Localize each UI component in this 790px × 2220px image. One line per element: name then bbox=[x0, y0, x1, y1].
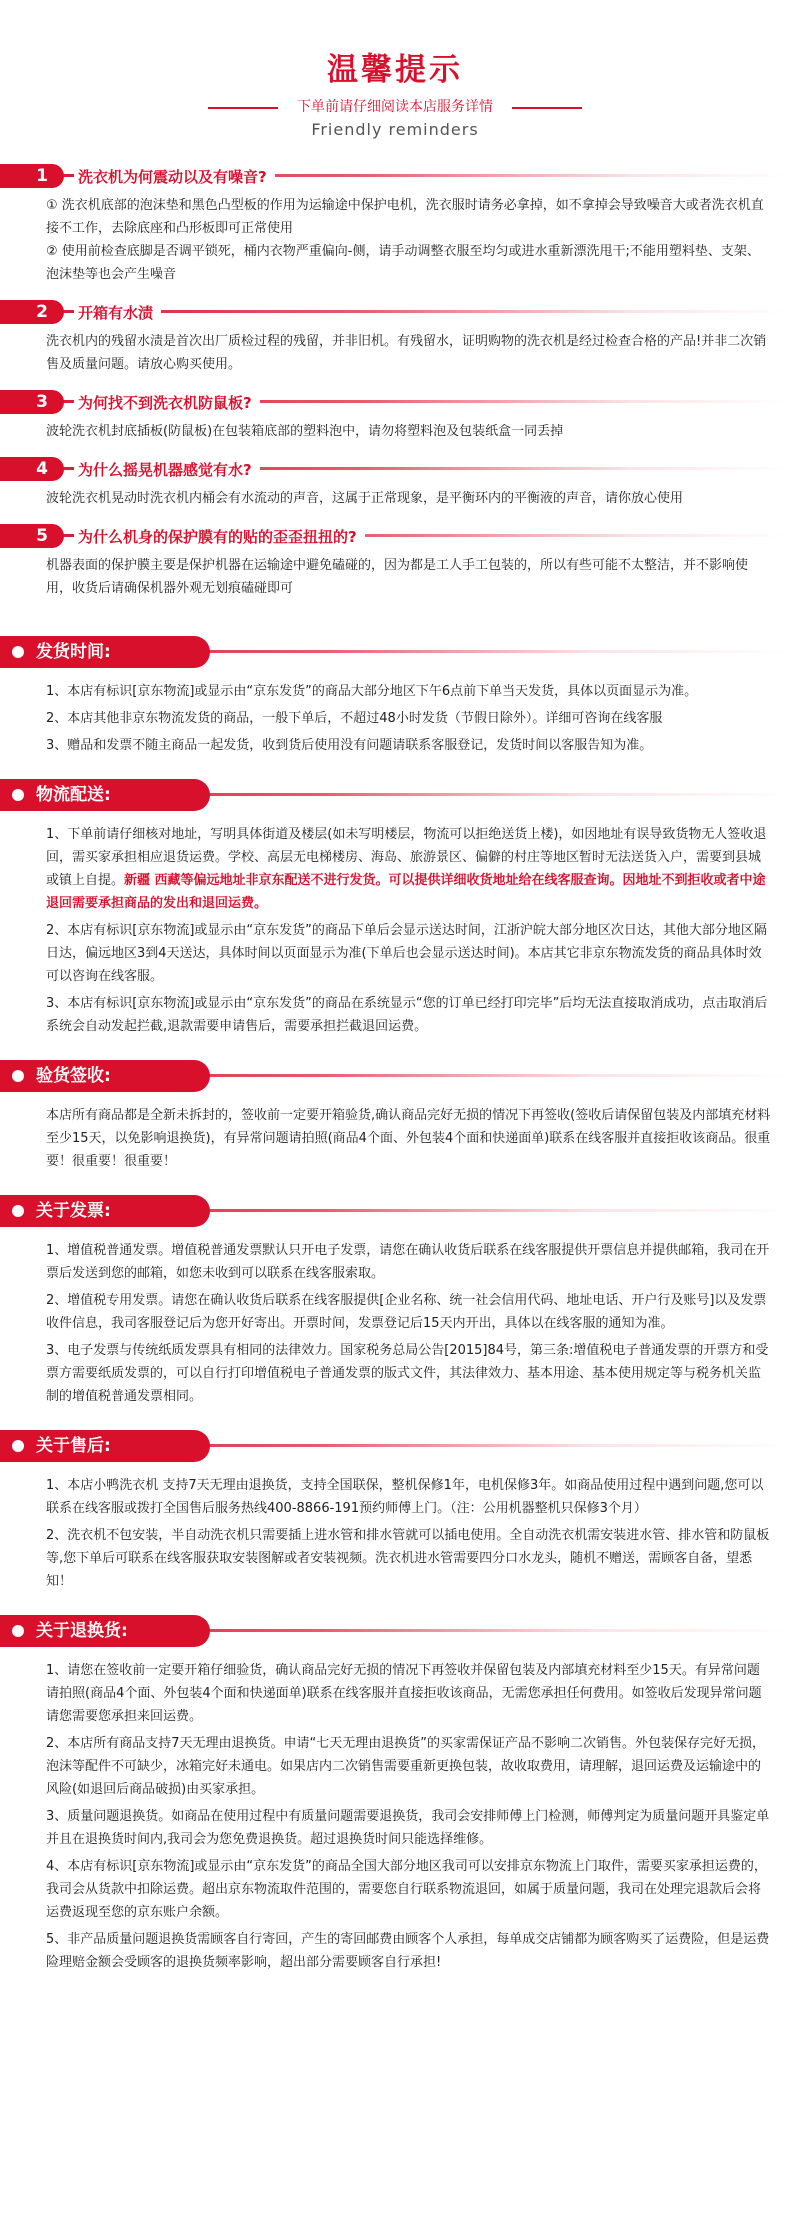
section-label: 关于售后: bbox=[36, 1436, 111, 1456]
faq-number-badge: 5 bbox=[0, 524, 64, 548]
page-header bbox=[0, 0, 790, 150]
bullet-dot-icon bbox=[12, 1625, 24, 1637]
section-body bbox=[0, 1229, 790, 1408]
section-label: 验货签收: bbox=[36, 1066, 111, 1086]
faq-answer bbox=[0, 552, 790, 600]
policy-section bbox=[0, 1058, 790, 1173]
bullet-dot-icon bbox=[12, 789, 24, 801]
section-label: 关于发票: bbox=[36, 1201, 111, 1221]
section-heading bbox=[0, 1613, 790, 1649]
paragraph-text: 1、请您在签收前一定要开箱仔细验货，确认商品完好无损的情况下再签收并保留包装及内部填充材料至少15天。有异常问题请拍照(商品4个面、外包装4个面和快递面单)联系在线客服并直接拒收该商品，无需您承担任何费用。如签收后发现异常问题请您需要您承担来回运费。 bbox=[46, 1663, 762, 1724]
section-body bbox=[0, 670, 790, 757]
faq-question: 为何找不到洗衣机防鼠板? bbox=[74, 388, 260, 418]
bullet-dot-icon bbox=[12, 1205, 24, 1217]
policy-section bbox=[0, 1613, 790, 1974]
section-label: 发货时间: bbox=[36, 642, 111, 662]
section-body bbox=[0, 1649, 790, 1974]
bullet-dot-icon bbox=[12, 1070, 24, 1082]
section-heading bbox=[0, 777, 790, 813]
section-paragraph bbox=[46, 1524, 772, 1593]
faq-number-badge: 1 bbox=[0, 164, 64, 188]
section-paragraph bbox=[46, 1474, 772, 1520]
paragraph-text: 3、本店有标识[京东物流]或显示由“京东发货”的商品在系统显示“您的订单已经打印完毕”后均无法直接取消成功，点击取消后系统会自动发起拦截,退款需要申请售后，需要承担拦截退回运费。 bbox=[46, 996, 768, 1034]
section-paragraph bbox=[46, 1239, 772, 1285]
policy-sections bbox=[0, 634, 790, 1974]
section-label: 物流配送: bbox=[36, 785, 111, 805]
highlight-warning-text: 新疆 西藏等偏远地址非京东配送不进行发货。可以提供详细收货地址给在线客服查询。因地址不到拒收或者中途退回需要承担商品的发出和退回运费。 bbox=[46, 873, 766, 911]
paragraph-text: 2、本店所有商品支持7天无理由退换货。申请“七天无理由退换货”的买家需保证产品不影响二次销售。外包装保存完好无损，泡沫等配件不可缺少，冰箱完好未通电。如果店内二次销售需要重新更换包装，故收取费用，请理解，退回运费及运输途中的风险(如退回后商品破损)由买家承担。 bbox=[46, 1736, 766, 1797]
page-title: 温馨提示 bbox=[327, 52, 463, 88]
section-paragraph bbox=[46, 734, 772, 757]
section-paragraph bbox=[46, 1855, 772, 1924]
faq-number-badge: 3 bbox=[0, 390, 64, 414]
section-paragraph bbox=[46, 1928, 772, 1974]
section-heading bbox=[0, 1058, 790, 1094]
paragraph-text: 5、非产品质量问题退换货需顾客自行寄回，产生的寄回邮费由顾客个人承担，每单成交店铺都为顾客购买了运费险，但是运费险理赔金额会受顾客的退换货频率影响，超出部分需要顾客自行承担! bbox=[46, 1932, 770, 1970]
faq-heading bbox=[0, 522, 790, 552]
faq-answer bbox=[0, 328, 790, 376]
paragraph-text: 1、本店有标识[京东物流]或显示由“京东发货”的商品大部分地区下午6点前下单当天发货，具体以页面显示为准。 bbox=[46, 684, 698, 699]
faq-item bbox=[0, 455, 790, 510]
paragraph-text: 1、增值税普通发票。增值税普通发票默认只开电子发票，请您在确认收货后联系在线客服提供开票信息并提供邮箱，我司在开票后发送到您的邮箱，如您未收到可以联系在线客服索取。 bbox=[46, 1243, 770, 1281]
faq-answer-line: ② 使用前检查底脚是否调平锁死，桶内衣物严重偏向-侧，请手动调整衣服至均匀或进水重新漂洗甩干;不能用塑料垫、支架、泡沫垫等也会产生噪音 bbox=[46, 244, 760, 282]
paragraph-text: 1、下单前请仔细核对地址，写明具体街道及楼层(如未写明楼层，物流可以拒绝送货上楼)，如因地址有误导致货物无人签收退回，需买家承担相应退货运费。学校、高层无电梯楼房、海岛、旅游景区、偏僻的村庄等地区暂时无法送货入户，需要到县城或镇上自提。 bbox=[46, 827, 767, 888]
faq-item bbox=[0, 162, 790, 286]
section-paragraph bbox=[46, 1805, 772, 1851]
paragraph-text: 2、洗衣机不包安装，半自动洗衣机只需要插上进水管和排水管就可以插电使用。全自动洗衣机需安装进水管、排水管和防鼠板等,您下单后可联系在线客服获取安装图解或者安装视频。洗衣机进水管需要四分口水龙头，随机不赠送，需顾客自备，望悉知！ bbox=[46, 1528, 770, 1589]
faq-item bbox=[0, 298, 790, 376]
faq-answer-line: 机器表面的保护膜主要是保护机器在运输途中避免磕碰的，因为都是工人手工包装的，所以有些可能不太整洁，并不影响使用，收货后请确保机器外观无划痕磕碰即可 bbox=[46, 558, 749, 596]
faq-heading bbox=[0, 298, 790, 328]
section-paragraph bbox=[46, 1104, 772, 1173]
section-paragraph bbox=[46, 823, 772, 915]
section-paragraph bbox=[46, 707, 772, 730]
policy-section bbox=[0, 777, 790, 1038]
faq-answer bbox=[0, 485, 790, 510]
section-heading bbox=[0, 634, 790, 670]
faq-number-badge: 4 bbox=[0, 457, 64, 481]
section-paragraph bbox=[46, 919, 772, 988]
paragraph-text: 2、本店其他非京东物流发货的商品，一般下单后，不超过48小时发货（节假日除外）。详细可咨询在线客服 bbox=[46, 711, 663, 726]
faq-answer-line: 波轮洗衣机封底插板(防鼠板)在包装箱底部的塑料泡中，请勿将塑料泡及包装纸盒一同丢掉 bbox=[46, 424, 564, 439]
section-paragraph bbox=[46, 1289, 772, 1335]
section-label-tag bbox=[0, 1430, 210, 1462]
section-heading bbox=[0, 1428, 790, 1464]
page-subtitle-english: Friendly reminders bbox=[311, 120, 479, 139]
page-subtitle: 下单前请仔细阅读本店服务详情 bbox=[297, 99, 493, 115]
faq-answer-line: 洗衣机内的残留水渍是首次出厂质检过程的残留，并非旧机。有残留水，证明购物的洗衣机是经过检查合格的产品!并非二次销售及质量问题。请放心购买使用。 bbox=[46, 334, 767, 372]
section-label-tag bbox=[0, 1060, 210, 1092]
policy-section bbox=[0, 1428, 790, 1593]
faq-list bbox=[0, 162, 790, 600]
section-label: 关于退换货: bbox=[36, 1621, 128, 1641]
faq-heading bbox=[0, 455, 790, 485]
faq-item bbox=[0, 388, 790, 443]
section-paragraph bbox=[46, 680, 772, 703]
bullet-dot-icon bbox=[12, 646, 24, 658]
faq-question: 为什么摇晃机器感觉有水? bbox=[74, 455, 260, 485]
divider-line-right bbox=[512, 107, 582, 109]
paragraph-text: 3、赠品和发票不随主商品一起发货，收到货后使用没有问题请联系客服登记，发货时间以客服告知为准。 bbox=[46, 738, 653, 753]
bullet-dot-icon bbox=[12, 1440, 24, 1452]
paragraph-text: 4、本店有标识[京东物流]或显示由“京东发货”的商品全国大部分地区我司可以安排京东物流上门取件，需要买家承担运费的，我司会从货款中扣除运费。超出京东物流取件范围的，需要您自行联系物流退回，如属于质量问题，我司在处理完退款后会将运费返现至您的京东账户余额。 bbox=[46, 1859, 767, 1920]
policy-section bbox=[0, 634, 790, 757]
faq-item bbox=[0, 522, 790, 600]
paragraph-text: 2、增值税专用发票。请您在确认收货后联系在线客服提供[企业名称、统一社会信用代码、地址电话、开户行及账号]以及发票收件信息，我司客服登记后为您开好寄出。开票时间，发票登记后15天内开出，具体以在线客服的通知为准。 bbox=[46, 1293, 767, 1331]
section-label-tag bbox=[0, 779, 210, 811]
faq-heading bbox=[0, 162, 790, 192]
section-paragraph bbox=[46, 1659, 772, 1728]
faq-question: 为什么机身的保护膜有的贴的歪歪扭扭的? bbox=[74, 522, 365, 552]
section-body bbox=[0, 813, 790, 1038]
faq-answer bbox=[0, 418, 790, 443]
section-paragraph bbox=[46, 1339, 772, 1408]
paragraph-text: 2、本店有标识[京东物流]或显示由“京东发货”的商品下单后会显示送达时间，江浙沪皖大部分地区次日达，其他大部分地区隔日达，偏远地区3到4天送达，具体时间以页面显示为准(下单后也会显示送达时间)。本店其它非京东物流发货的商品具体时效可以咨询在线客服。 bbox=[46, 923, 767, 984]
paragraph-text: 1、本店小鸭洗衣机 支持7天无理由退换货，支持全国联保，整机保修1年，电机保修3年。如商品使用过程中遇到问题,您可以联系在线客服或拨打全国售后服务热线400-8866-191预约师傅上门。（注：公用机器整机只保修3个月） bbox=[46, 1478, 764, 1516]
section-body bbox=[0, 1094, 790, 1173]
subtitle-row bbox=[0, 96, 790, 118]
paragraph-text: 本店所有商品都是全新未拆封的，签收前一定要开箱验货,确认商品完好无损的情况下再签收(签收后请保留包装及内部填充材料至少15天，以免影响退换货)，有异常问题请拍照(商品4个面、外包装4个面和快递面单)联系在线客服并直接拒收该商品。很重要！很重要！很重要！ bbox=[46, 1108, 771, 1169]
faq-question: 洗衣机为何震动以及有噪音? bbox=[74, 162, 275, 192]
faq-answer-line: ① 洗衣机底部的泡沫垫和黑色凸型板的作用为运输途中保护电机，洗衣服时请务必拿掉，如不拿掉会导致噪音大或者洗衣机直接不工作，去除底座和凸形板即可正常使用 bbox=[46, 198, 764, 236]
section-label-tag bbox=[0, 1195, 210, 1227]
paragraph-text: 3、质量问题退换货。如商品在使用过程中有质量问题需要退换货，我司会安排师傅上门检测，师傅判定为质量问题开具鉴定单并且在退换货时间内,我司会为您免费退换货。超过退换货时间只能选择维修。 bbox=[46, 1809, 770, 1847]
policy-section bbox=[0, 1193, 790, 1408]
faq-number-badge: 2 bbox=[0, 300, 64, 324]
faq-question: 开箱有水渍 bbox=[74, 298, 161, 328]
section-body bbox=[0, 1464, 790, 1593]
section-paragraph bbox=[46, 1732, 772, 1801]
faq-answer bbox=[0, 192, 790, 286]
divider-line-left bbox=[208, 107, 278, 109]
section-heading bbox=[0, 1193, 790, 1229]
section-paragraph bbox=[46, 992, 772, 1038]
section-label-tag bbox=[0, 1615, 210, 1647]
section-label-tag bbox=[0, 636, 210, 668]
paragraph-text: 3、电子发票与传统纸质发票具有相同的法律效力。国家税务总局公告[2015]84号，第三条:增值税电子普通发票的开票方和受票方需要纸质发票的，可以自行打印增值税电子普通发票的版式文件，其法律效力、基本用途、基本使用规定等与税务机关监制的增值税普通发票相同。 bbox=[46, 1343, 769, 1404]
faq-heading bbox=[0, 388, 790, 418]
faq-answer-line: 波轮洗衣机晃动时洗衣机内桶会有水流动的声音，这属于正常现象，是平衡环内的平衡液的声音，请你放心使用 bbox=[46, 491, 684, 506]
